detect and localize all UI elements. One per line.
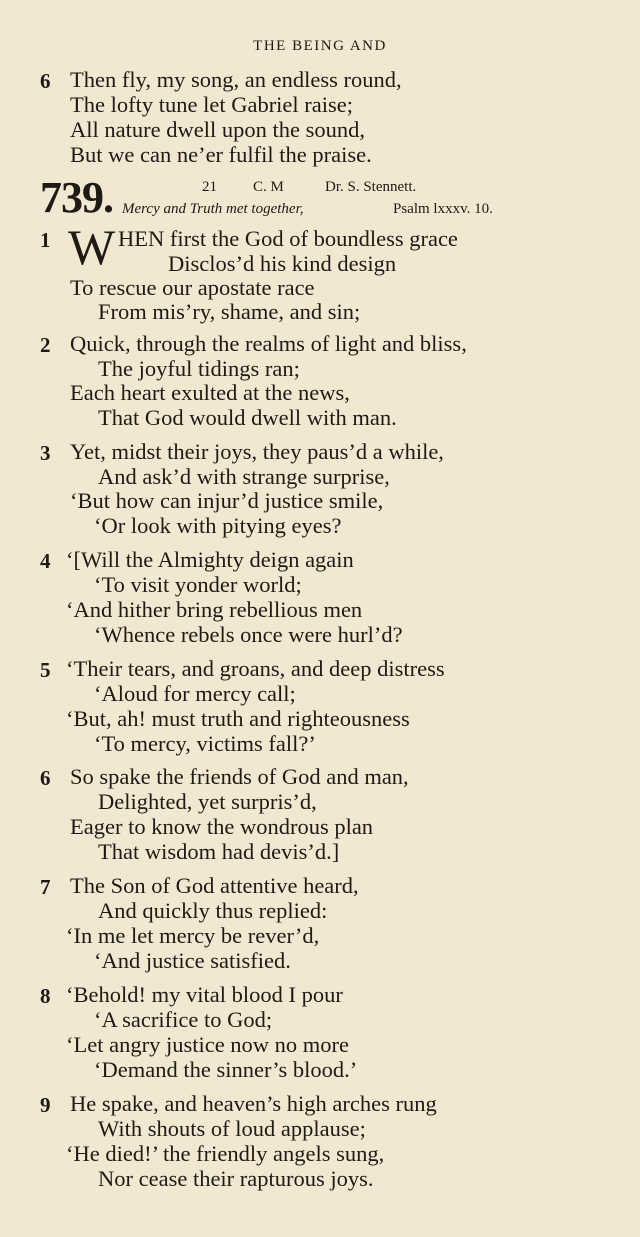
verse-line: ‘Let angry justice now no more	[66, 1032, 350, 1057]
verse-line: ‘In me let mercy be rever’d,	[66, 923, 320, 948]
stanza-number: 5	[40, 658, 51, 682]
drop-cap: W	[68, 219, 116, 275]
verse-line: The Son of God attentive heard,	[70, 873, 359, 898]
verse-line: ‘He died!’ the friendly angels sung,	[66, 1141, 385, 1166]
verse-line: Nor cease their rapturous joys.	[98, 1166, 374, 1191]
verse-line: The lofty tune let Gabriel raise;	[70, 92, 354, 117]
verse-line: ‘But, ah! must truth and righteousness	[66, 706, 410, 731]
verse-line: That wisdom had devis’d.]	[98, 839, 340, 864]
stanza-number: 9	[40, 1093, 51, 1117]
verse-line: But we can ne’er fulfil the praise.	[70, 142, 372, 167]
stanza-number: 6	[40, 69, 51, 93]
verse-line: ‘Aloud for mercy call;	[94, 681, 296, 706]
meter: C. M	[253, 179, 284, 195]
verse-line: So spake the friends of God and man,	[70, 764, 409, 789]
verse-line: ‘And justice satisfied.	[94, 948, 291, 973]
verse-line: ‘To visit yonder world;	[94, 572, 302, 597]
verse-line: ‘Demand the sinner’s blood.’	[94, 1057, 358, 1082]
verse-line: ‘But how can injur’d justice smile,	[70, 488, 384, 513]
hymn-title	[122, 202, 304, 217]
stanza-number: 1	[40, 228, 51, 252]
verse-line: HEN first the God of boundless grace	[118, 226, 458, 251]
verse-line: ‘Their tears, and groans, and deep distress	[66, 656, 445, 681]
verse-line: And ask’d with strange surprise,	[98, 464, 390, 489]
verse-line: Then fly, my song, an endless round,	[70, 67, 402, 92]
stanza-number: 8	[40, 984, 51, 1008]
verse-line: ‘Or look with pitying eyes?	[94, 513, 342, 538]
verse-line: The joyful tidings ran;	[98, 356, 300, 381]
verse-line: And quickly thus replied:	[98, 898, 328, 923]
verse-line: ‘[Will the Almighty deign again	[66, 547, 354, 572]
stanza-number: 4	[40, 549, 51, 573]
verse-line: ‘To mercy, victims fall?’	[94, 731, 316, 756]
scripture-reference: Psalm lxxxv. 10.	[393, 201, 493, 217]
hymn-title-text: Mercy and Truth met together,	[122, 201, 304, 217]
author: Dr. S. Stennett.	[325, 179, 417, 195]
verse-line: Each heart exulted at the news,	[70, 380, 350, 405]
verse-line: ‘Behold! my vital blood I pour	[66, 982, 343, 1007]
verse-line: With shouts of loud applause;	[98, 1116, 366, 1141]
verse-line: That God would dwell with man.	[98, 405, 397, 430]
verse-line: ‘Whence rebels once were hurl’d?	[94, 622, 403, 647]
verse-line: Yet, midst their joys, they paus’d a while,	[70, 439, 444, 464]
verse-line: From mis’ry, shame, and sin;	[98, 299, 361, 324]
running-header: THE BEING AND	[253, 38, 387, 54]
verse-line: To rescue our apostate race	[70, 275, 315, 300]
verse-line: Quick, through the realms of light and bliss,	[70, 331, 467, 356]
stanza-number: 3	[40, 441, 51, 465]
verse-line: ‘And hither bring rebellious men	[66, 597, 363, 622]
verse-line: ‘A sacrifice to God;	[94, 1007, 273, 1032]
tune-number: 21	[202, 179, 217, 195]
verse-line: He spake, and heaven’s high arches rung	[70, 1091, 437, 1116]
verse-line: Disclos’d his kind design	[168, 251, 397, 276]
verse-line: All nature dwell upon the sound,	[70, 117, 365, 142]
stanza-number: 2	[40, 333, 51, 357]
verse-line: Delighted, yet surpris’d,	[98, 789, 317, 814]
verse-line: Eager to know the wondrous plan	[70, 814, 374, 839]
hymn-number: 739.	[40, 173, 113, 222]
stanza-number: 7	[40, 875, 51, 899]
stanza-number: 6	[40, 766, 51, 790]
